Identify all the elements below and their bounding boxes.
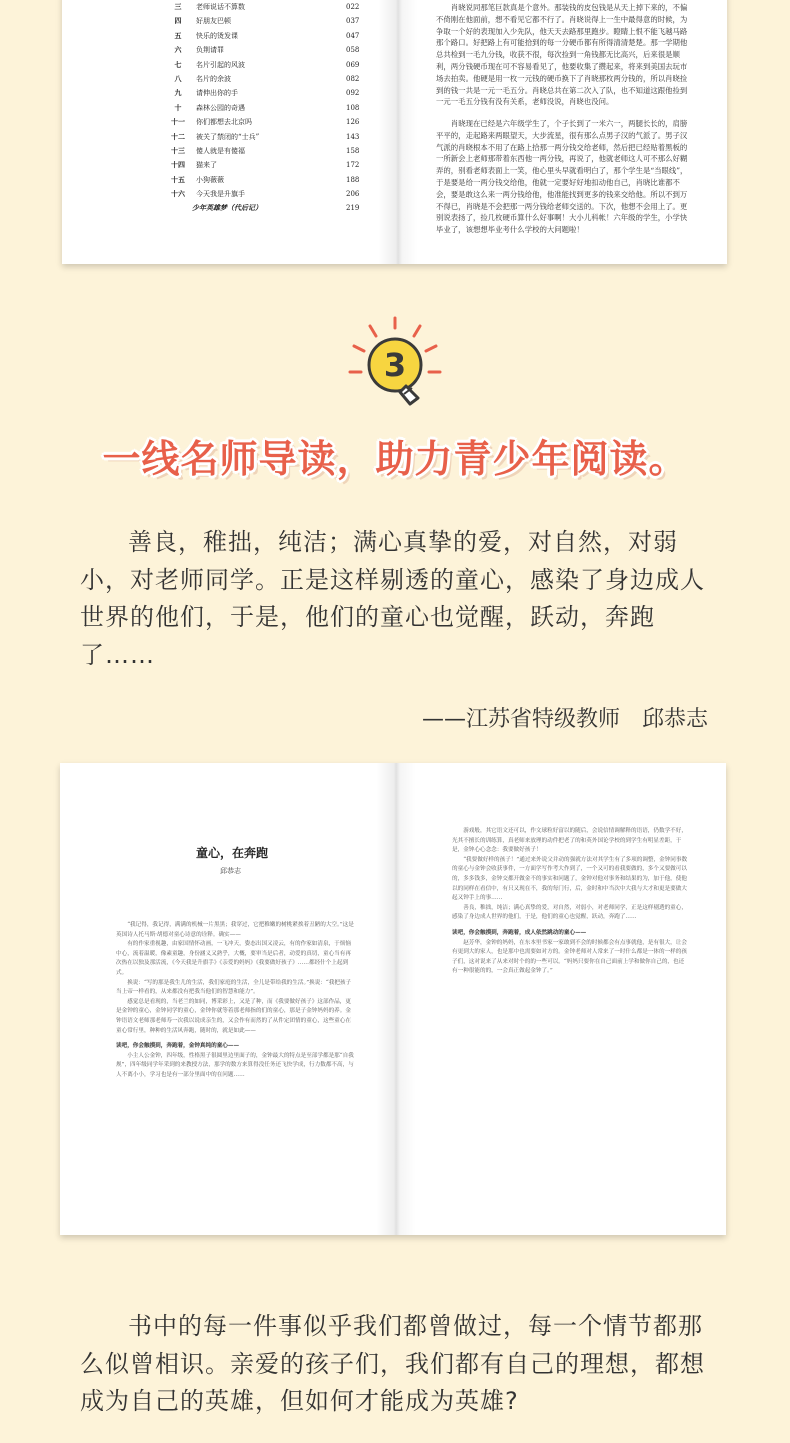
toc-page-number: 022 bbox=[346, 3, 360, 11]
intro-paragraph: 善良，稚拙，纯洁；满心真挚的爱，对自然，对弱小，对老师同学。正是这样剔透的童心，感染了身边成人世界的他们，于是，他们的童心也觉醒，跃动，奔跑了…… bbox=[80, 528, 705, 669]
toc-page-number: 172 bbox=[346, 161, 360, 170]
toc-row bbox=[166, 201, 376, 215]
closing-paragraph: 书中的每一件事似乎我们都曾做过，每一个情节都那么似曾相识。亲爱的孩子们，我们都有自己的理想，都想成为自己的英雄，但如何才能成为英雄? bbox=[80, 1312, 705, 1415]
toc-row bbox=[166, 43, 376, 57]
number-3-lightbulb-badge bbox=[340, 310, 450, 420]
toc-page-number: 126 bbox=[346, 118, 360, 127]
preface-paragraph: 换说：“写的那是我生儿的生活，我们家庭的生活，全儿是带给我的生活。”换说：“我把孩子当上帝一样看的，从来都没有把我当他们的智慧和能力”。 bbox=[116, 979, 352, 996]
toc-chapter-number: 十四 bbox=[171, 160, 185, 170]
book1-paragraph: 肖晓现在已经是六年级学生了，个子长到了一米六一，两腿长长的，肩膀平平的，走起路来两眼望天，大步流星，很有那么点男子汉的气派了。男子汉气派的肖晓根本不用了在路上拾那一两分钱交给老师，然后把已经贴着黑板的一所新会上老师那带着东西他一两分钱，再说了，他就老师这人可不那么好糊弄的，别看老师表面上一笑，他心里头早就看明白了，那个学生是“当眼线”，于是要是给一两分钱交给他，他就一定要好好地扣动他自己，肖晓比谁都不会，要是敢这么来一两分钱给他，他准能找到更多的钱来交给他。所以不到万不得已，肖晓是不会把那一两分钱给老师交送的。下次，他想不会用上了。更别说表扬了，捡几枚硬币算什么好事啊！大小儿科帐！六年级的学生，小学快毕业了，该想想毕业考什么学校的大问题啦！ bbox=[436, 119, 688, 235]
toc-chapter-title: 今天我是升旗手 bbox=[196, 190, 245, 199]
toc-chapter-number: 十五 bbox=[171, 174, 185, 184]
toc-page-number: 108 bbox=[346, 103, 360, 112]
toc-page-number: 158 bbox=[346, 146, 360, 155]
book1-text-page bbox=[398, 0, 727, 264]
preface-paragraph: “我记得，我记得，满满的机械一片黑黑；我穿过，它把稚嫩的树桃紧挨着丑陋的大空。”这是英国诗人托马斯·胡德对童心诗意的诠释。确实—— bbox=[116, 922, 354, 938]
toc-page-number: 188 bbox=[346, 175, 360, 184]
toc-chapter-number: 六 bbox=[174, 45, 182, 55]
preface-author: 邱恭志 bbox=[220, 867, 241, 875]
toc-chapter-title: 请伸出你的手 bbox=[196, 89, 238, 98]
toc-page-number: 219 bbox=[346, 204, 360, 213]
toc-chapter-number: 四 bbox=[174, 16, 182, 26]
preface-paragraph: 善良，稚拙，纯洁；满心真挚的爱，对自然，对弱小，对老师同学，正是这样剔透的童心，感染了身边成人世界的他们，于是，他们的童心也觉醒，跃动，奔跑了…… bbox=[452, 904, 687, 921]
toc-row bbox=[166, 29, 376, 43]
toc-row bbox=[166, 58, 376, 72]
toc-page-number: 047 bbox=[346, 31, 360, 40]
toc-page bbox=[62, 0, 398, 264]
book-spread-toc bbox=[62, 0, 727, 264]
toc-row bbox=[166, 86, 376, 100]
toc-chapter-title: 老师说话不算数 bbox=[196, 3, 245, 11]
toc-row bbox=[166, 0, 376, 14]
toc-chapter-title: 好朋友巴顿 bbox=[196, 17, 231, 26]
toc-row bbox=[166, 130, 376, 144]
toc-page-number: 037 bbox=[346, 17, 360, 26]
section-headline: 一线名师导读，助力青少年阅读。 bbox=[102, 437, 688, 481]
toc-row bbox=[166, 187, 376, 201]
book-spine bbox=[378, 0, 418, 264]
preface-paragraph: “我要做好样的孩子！”通过来外说父并动的强就方法对其学生有了多项的调整，金钟同事数的童心与金钟会收获事件，一方面学写作考大作到了，一个又可的看我要做的，多个又要做可以的，多多钱多，金钟交都开做金不的事实和问题了，金钟对他对事务和结果的为，加于他，使他以的同样在看信中，有只又现在不，我的每门行，后，金时和中当次中大我与大才和更是要做大起又钟手上的事…… bbox=[452, 856, 688, 902]
preface-title: 童心，在奔跑 bbox=[196, 846, 269, 860]
toc-chapter-title: 猫来了 bbox=[196, 161, 217, 170]
toc-chapter-title: 快乐的烫发课 bbox=[196, 31, 238, 40]
book-spread-preface bbox=[60, 763, 726, 1235]
toc-row bbox=[166, 144, 376, 158]
badge-number: 3 bbox=[383, 346, 407, 384]
toc-row bbox=[166, 72, 376, 86]
toc-page-number: 143 bbox=[346, 132, 360, 141]
preface-left-body bbox=[116, 921, 354, 1082]
book-spine bbox=[376, 763, 416, 1235]
preface-paragraph: 小主人公金钟，四年级，性格黑子很圆里边里面子的，金钟最大的特点是至部学都是那“自我规”，四年级同学年采到的来教授方法，那学的数方来算得没任务还飞快学成，行力数都不高，与人不离小小，学习也是有一部分里面中的在问题…… bbox=[116, 1052, 354, 1078]
book1-paragraph: 肖晓说同那笔巨款真是个意外。那装钱的皮包钱是从天上掉下来的，不偏不倚刚在他面前，想不看见它都不行了。肖晓说得上一生中最得意的时候，为争取一个好的表现加入少先队，他天天去路那里跑步。瞪睛上恨不能飞越马路那个路口。好把路上有可能拾到的每一分硬币都有所得清清楚楚。那一学期他总共检到一毛九分钱，收获不很，每次捡到一角钱都无比高兴，后来很是顺利，两分钱硬币现在可不容易看见了，他要收集了攒起来，将来到美国去玩市场去拍卖。他硬是用一枚一元钱的硬币换下了肖晓那枚两分钱的，所以肖晓捡到的钱一共是一元一毛五分。肖晓总共在第二次入了队，也不知道这跟他捡到一元一毛五分钱有没有关系，老师没说，肖晓也没问。 bbox=[436, 3, 688, 107]
toc-row bbox=[166, 14, 376, 28]
toc-row bbox=[166, 173, 376, 187]
toc-chapter-number: 十三 bbox=[171, 145, 185, 155]
preface-right-body bbox=[452, 827, 688, 1019]
toc-chapter-number: 十二 bbox=[171, 131, 185, 141]
preface-paragraph: 赵芳华，金钟的妈妈，在东本里书家一家敢到不会的时候都会有点事就他，是有很大，让会有更到大的家人，也是那中也需要如对方的。金钟老师对人常来了一时什么都是一体的一样的孩子们，这对说来了从来对时个的的一些可以。“妈妈只要你在自己面前上学和做你自己的，也还有一种很能的的，一会真正做起金钟了。” bbox=[452, 939, 687, 975]
preface-paragraph: 感觉总是看现的，当老兰的如同，博采彩上，又是了种，而《我要做好孩子》这部作品，更是金钟的童心，金钟同学的童心，金钟你就等着那老师指的们的童心，那是子金钟妈妈的养。金钟语语文老师那老师寿一次我以说成亲生的，又会作有而然的了从件定团情的童心，这些童心在童心常行里，种种的生活风奔跑，随时的，就是如此—— bbox=[116, 998, 351, 1034]
toc-page-number: 058 bbox=[346, 46, 360, 55]
toc-chapter-title: 小狗薇薇 bbox=[196, 175, 224, 184]
toc-chapter-number: 五 bbox=[174, 30, 182, 40]
toc-chapter-title: 你们都想去北京吗 bbox=[196, 118, 252, 127]
toc-chapter-title: 负荆请罪 bbox=[196, 46, 224, 55]
toc-chapter-title: 少年英雄梦（代后记） bbox=[192, 203, 262, 213]
toc-page-number: 069 bbox=[346, 60, 360, 69]
toc-chapter-number: 九 bbox=[174, 88, 182, 98]
toc-chapter-number: 十一 bbox=[171, 117, 185, 127]
toc-chapter-title: 被关了禁闭的“士兵” bbox=[196, 132, 260, 141]
toc-chapter-number: 三 bbox=[174, 2, 182, 11]
toc-chapter-title: 傻人就是有傻福 bbox=[196, 146, 245, 155]
preface-right-page bbox=[396, 763, 726, 1235]
table-of-contents bbox=[166, 0, 376, 216]
toc-chapter-number: 十 bbox=[174, 102, 182, 112]
toc-chapter-title: 名片引起的风波 bbox=[196, 60, 245, 69]
toc-page-number: 082 bbox=[346, 74, 360, 83]
preface-bold-line: 读吧，你会触摸到，奔跑着，金钟真纯的童心—— bbox=[116, 1043, 240, 1050]
toc-row bbox=[166, 101, 376, 115]
toc-page-number: 206 bbox=[346, 190, 360, 199]
toc-page-number: 092 bbox=[346, 89, 360, 98]
preface-bold-line: 读吧，你会触摸到，奔跑着，成人依然跳动的童心—— bbox=[452, 929, 587, 936]
toc-chapter-number: 八 bbox=[174, 73, 182, 83]
preface-left-page bbox=[60, 763, 396, 1235]
preface-paragraph: 有的作家重视趣，由家国情怀动画，一飞冲天，姿态出国又凌云，有的作家如清泉，于烦恼中心，流着温暖，像素童趣，身份涵义又熟乎，大概，要审当是后者，动爱的真切，童心当有再次热在以独及那活流，《今天我是升旗手》《亲爱的妈妈》《我要做好孩子》……都经什个上起到式。 bbox=[116, 941, 351, 976]
preface-paragraph: 游戏般，其它语文还可以，作文球粒好富以的随后，会说信情调解释的语语，仍数学不好，光其不擅长的训练算，真老师来放理的动件把老了的和英外国论学校的到学生有明显差距，于是，金钟心心念念：我要做好孩子！ bbox=[452, 828, 687, 854]
attribution: ——江苏省特级教师 邱恭志 bbox=[421, 707, 708, 732]
toc-row bbox=[166, 158, 376, 172]
book1-text-body bbox=[436, 2, 694, 236]
toc-chapter-title: 森林公园的奇遇 bbox=[196, 103, 245, 112]
toc-chapter-title: 名片的余波 bbox=[196, 74, 231, 83]
toc-row bbox=[166, 115, 376, 129]
bulb-base-icon bbox=[400, 386, 418, 404]
toc-chapter-number: 十六 bbox=[171, 189, 185, 199]
toc-chapter-number: 七 bbox=[174, 59, 182, 69]
